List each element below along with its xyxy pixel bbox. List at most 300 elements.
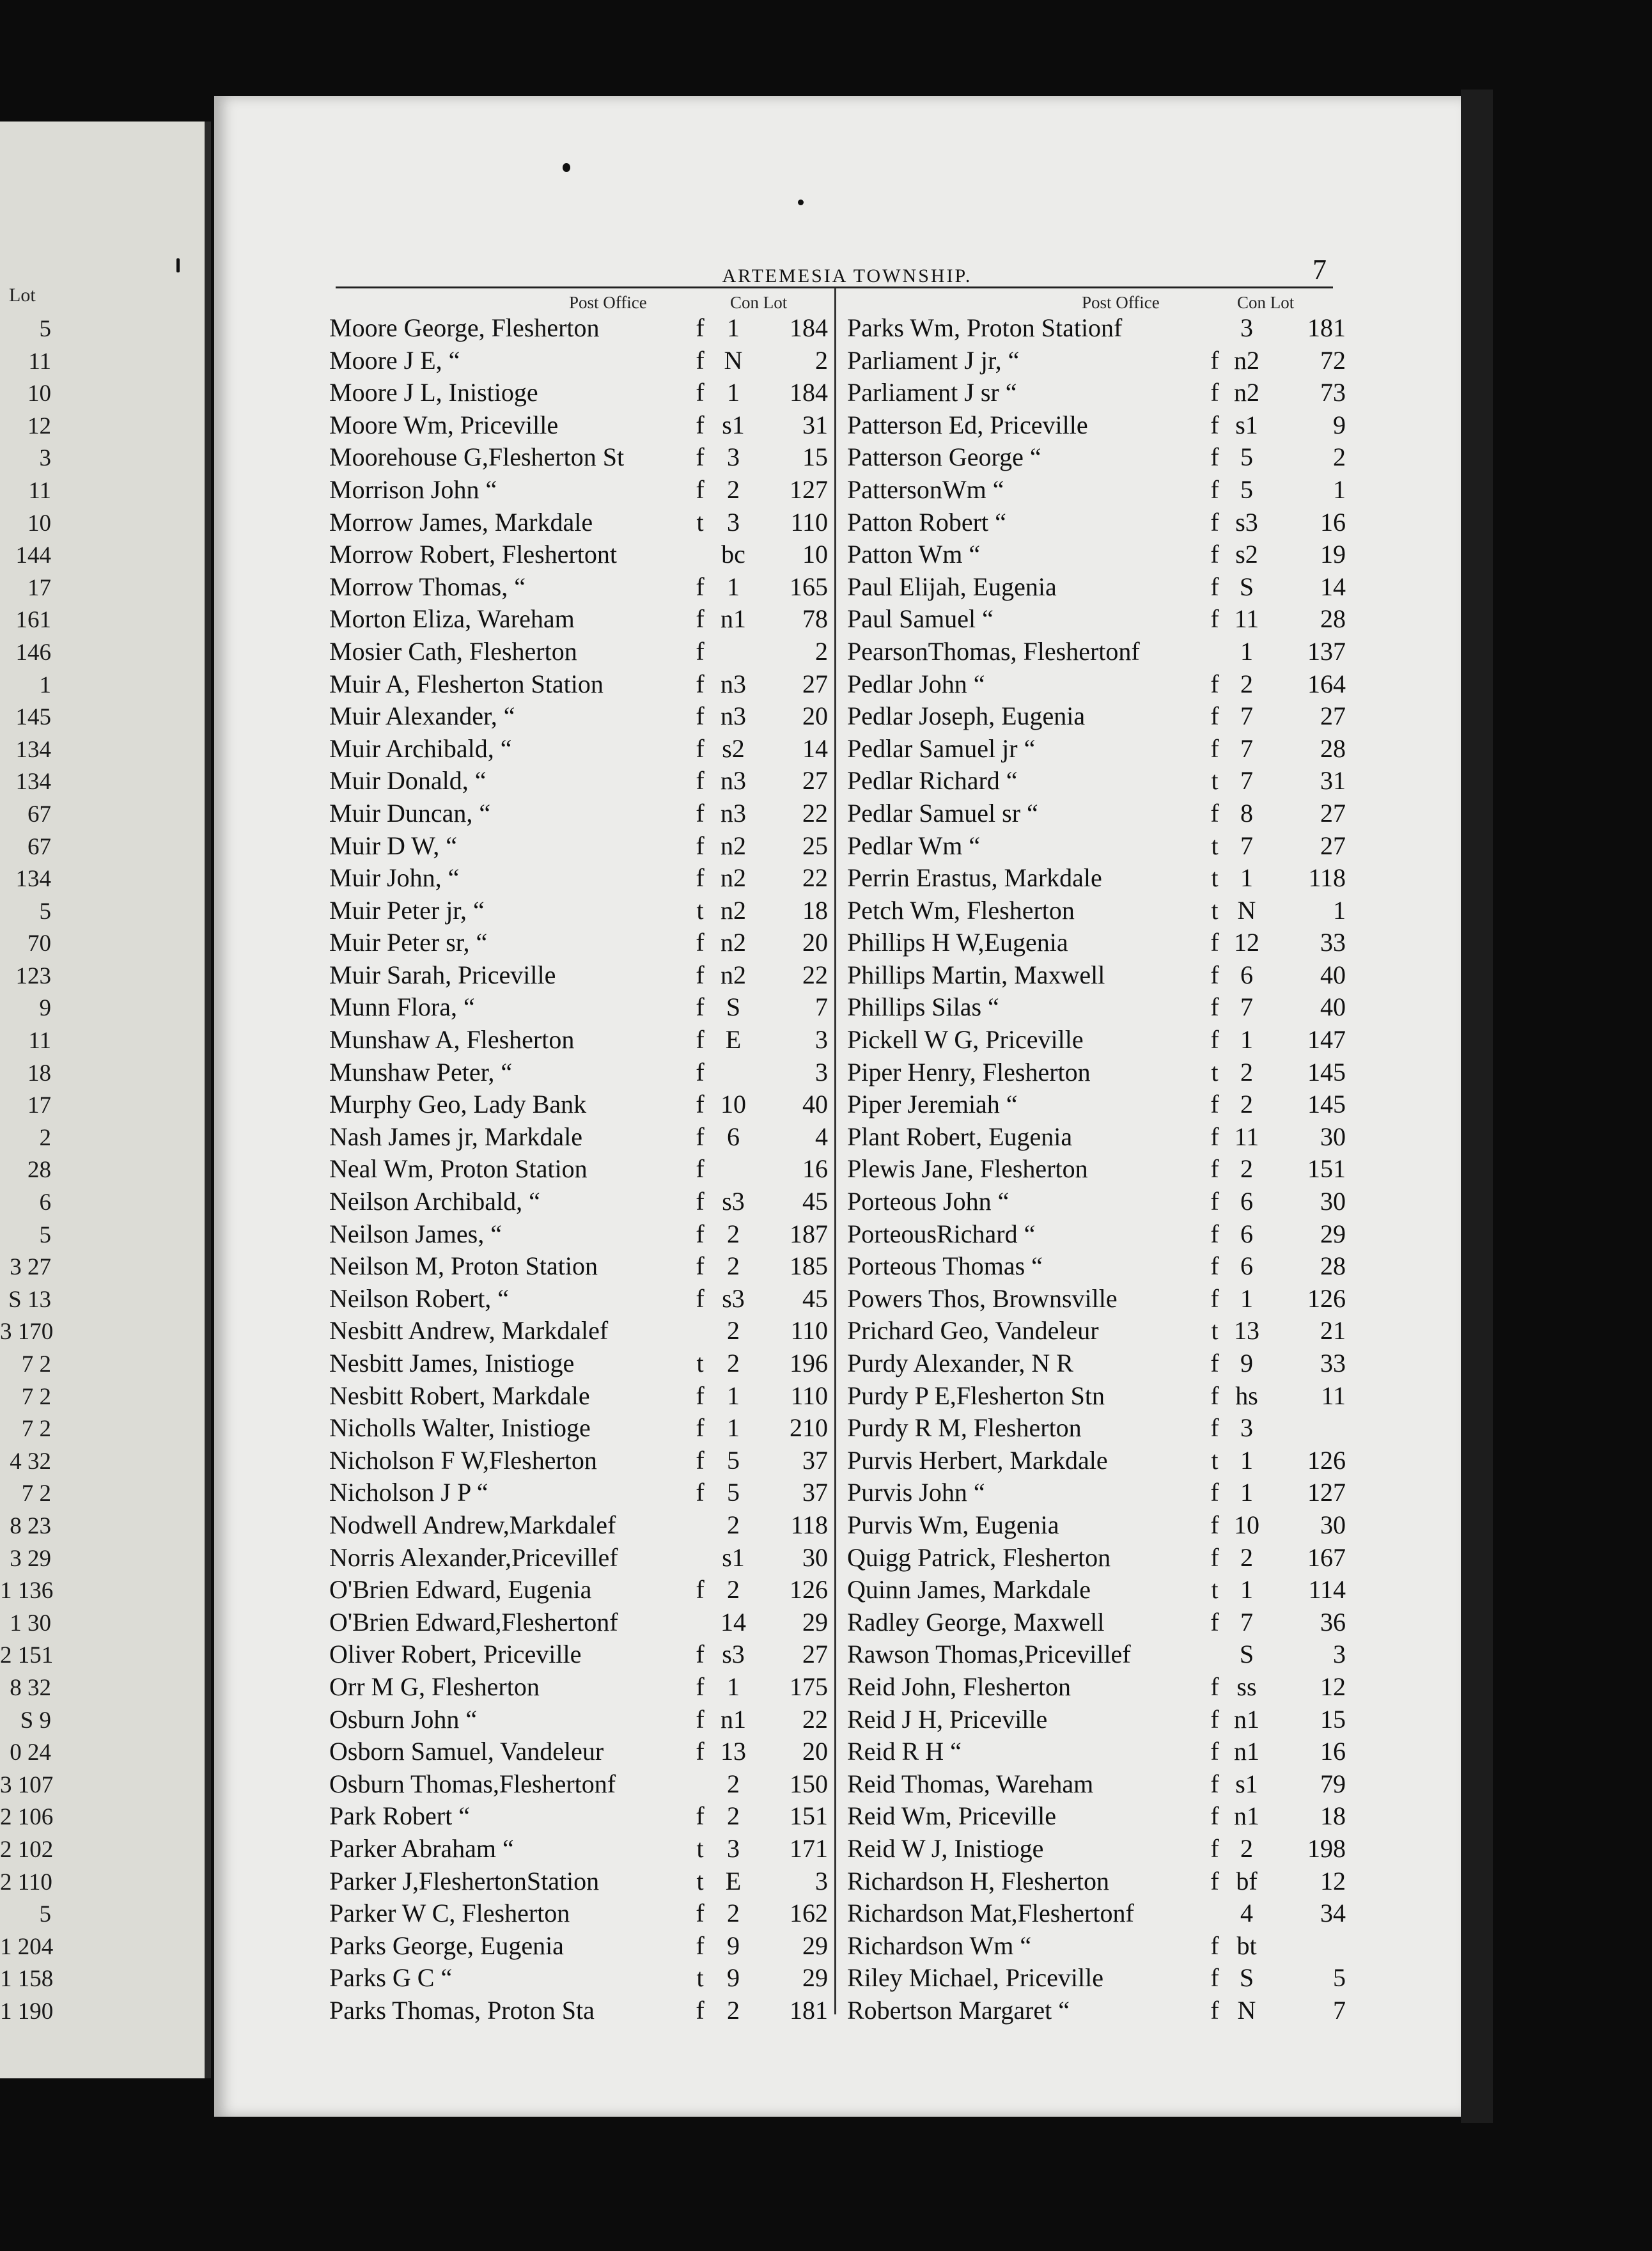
entry-type: f xyxy=(1210,1931,1219,1960)
entry-lot: 36 xyxy=(1320,1607,1346,1636)
entry-lot: 1 xyxy=(1333,475,1346,504)
directory-entry xyxy=(847,1800,1346,1833)
directory-entry xyxy=(847,700,1346,733)
directory-entry xyxy=(329,1833,828,1865)
entry-concession: 6 xyxy=(727,1122,740,1151)
entry-type: f xyxy=(696,1704,705,1734)
prev-page-lot: 17 xyxy=(27,574,51,601)
entry-concession: 5 xyxy=(1240,475,1253,504)
entry-name: Neilson Robert, “ xyxy=(329,1283,510,1313)
entry-name: Muir Peter sr, “ xyxy=(329,928,488,957)
entry-concession: 6 xyxy=(1240,960,1253,989)
entry-concession: 14 xyxy=(721,1607,746,1636)
entry-type: f xyxy=(696,1219,705,1248)
entry-name: Purvis John “ xyxy=(847,1478,985,1507)
entry-type: f xyxy=(696,928,705,957)
entry-type: f xyxy=(1210,1672,1219,1701)
entry-name: Parliament J sr “ xyxy=(847,378,1017,407)
entry-lot: 2 xyxy=(1333,443,1346,472)
directory-entry xyxy=(329,636,828,668)
entry-type: f xyxy=(696,1187,705,1216)
entry-lot: 73 xyxy=(1320,378,1346,407)
page-title: ARTEMESIA TOWNSHIP. xyxy=(722,265,972,286)
left-post-office-header: Post Office xyxy=(569,293,647,312)
entry-type: f xyxy=(1210,1963,1219,1993)
entry-concession: 2 xyxy=(727,1801,740,1831)
directory-entry xyxy=(847,1283,1346,1315)
prev-page-lot: 7 2 xyxy=(21,1351,51,1377)
entry-concession: 7 xyxy=(1240,702,1253,731)
entry-name: Richardson H, Flesherton xyxy=(847,1866,1109,1895)
entry-lot: 15 xyxy=(1320,1704,1346,1734)
entry-concession: 2 xyxy=(727,1349,740,1377)
prev-page-lot-column xyxy=(0,313,54,2028)
entry-lot: 127 xyxy=(1307,1478,1346,1507)
entry-type: f xyxy=(696,863,705,893)
entry-type: f xyxy=(696,1090,705,1119)
directory-entry xyxy=(329,603,828,636)
directory-entry xyxy=(329,1477,828,1509)
entry-lot: 40 xyxy=(1320,992,1346,1022)
entry-name: Purvis Wm, Eugenia xyxy=(847,1510,1059,1539)
entry-lot: 27 xyxy=(1320,702,1346,731)
entry-type: f xyxy=(696,572,705,601)
directory-entry xyxy=(847,1671,1346,1704)
entry-lot: 171 xyxy=(790,1833,828,1863)
entry-lot: 151 xyxy=(1307,1154,1346,1184)
directory-entry xyxy=(847,797,1346,830)
entry-concession: s3 xyxy=(722,1187,745,1216)
entry-type: t xyxy=(1211,895,1219,925)
entry-type: f xyxy=(696,1737,705,1766)
directory-entry xyxy=(329,1088,828,1121)
right-post-office-header: Post Office xyxy=(1082,293,1160,312)
prev-page-lot: 17 xyxy=(27,1092,51,1119)
directory-entry xyxy=(329,1283,828,1315)
entry-concession: 6 xyxy=(1240,1219,1253,1248)
entry-concession: n1 xyxy=(721,1704,746,1734)
entry-name: Muir Duncan, “ xyxy=(329,798,491,827)
directory-entry xyxy=(329,1638,828,1671)
entry-type: t xyxy=(1211,1445,1219,1475)
entry-lot: 37 xyxy=(802,1478,828,1507)
directory-entry xyxy=(329,1056,828,1089)
directory-entry xyxy=(329,765,828,797)
directory-entry xyxy=(847,1962,1346,1995)
entry-lot: 34 xyxy=(1320,1899,1346,1928)
entry-type: f xyxy=(696,1154,705,1184)
entry-type: f xyxy=(696,1025,705,1055)
entry-concession: 4 xyxy=(1240,1899,1253,1928)
entry-concession: 8 xyxy=(1240,798,1253,827)
entry-lot: 5 xyxy=(1333,1963,1346,1993)
entry-name: Reid Wm, Priceville xyxy=(847,1801,1056,1831)
entry-type: f xyxy=(696,636,705,666)
entry-lot: 151 xyxy=(790,1801,828,1831)
directory-entry xyxy=(847,1542,1346,1574)
prev-page-lot-header: Lot xyxy=(9,285,36,306)
directory-entry xyxy=(329,830,828,863)
entry-lot: 167 xyxy=(1307,1542,1346,1572)
entry-name: PattersonWm “ xyxy=(847,475,1004,504)
directory-entry xyxy=(329,927,828,959)
entry-type: f xyxy=(696,733,705,763)
entry-concession: 1 xyxy=(1240,1025,1253,1055)
directory-entry xyxy=(329,668,828,701)
entry-name: PorteousRichard “ xyxy=(847,1219,1036,1248)
entry-concession: s3 xyxy=(1235,507,1258,537)
entry-name: PearsonThomas, Fleshertonf xyxy=(847,636,1140,666)
prev-page-lot: S 13 xyxy=(8,1286,51,1313)
prev-page-lot: 67 xyxy=(27,801,51,827)
entry-type: t xyxy=(1211,766,1219,796)
directory-entry xyxy=(329,312,828,345)
prev-page-lot: 134 xyxy=(15,769,51,796)
entry-concession: 2 xyxy=(1240,1833,1253,1863)
entry-concession: n2 xyxy=(721,863,746,893)
entry-concession: 13 xyxy=(721,1737,746,1766)
prev-page-lot: 11 xyxy=(28,477,51,504)
entry-concession: 2 xyxy=(727,1995,740,2025)
directory-entry xyxy=(329,862,828,895)
entry-name: Nesbitt Robert, Markdale xyxy=(329,1381,590,1410)
entry-concession: 9 xyxy=(727,1963,740,1993)
entry-type: t xyxy=(1211,1316,1219,1345)
directory-entry xyxy=(847,1218,1346,1251)
entry-name: Purvis Herbert, Markdale xyxy=(847,1445,1108,1475)
prev-page-lot: 123 xyxy=(15,962,51,989)
directory-entry xyxy=(847,1121,1346,1154)
directory-entry xyxy=(329,797,828,830)
entry-concession: n2 xyxy=(1234,345,1259,375)
directory-entry xyxy=(847,1736,1346,1768)
prev-page-lot: 1 30 xyxy=(10,1610,51,1636)
prev-page-lot: 6 xyxy=(39,1189,51,1216)
prev-page-lot: 1 158 xyxy=(0,1966,54,1993)
entry-lot: 28 xyxy=(1320,733,1346,763)
entry-name: Nodwell Andrew,Markdalef xyxy=(329,1510,616,1539)
entry-name: Morrow Thomas, “ xyxy=(329,572,526,601)
entry-type: t xyxy=(696,1349,704,1377)
entry-concession: 11 xyxy=(1234,1122,1259,1151)
entry-concession: 1 xyxy=(1240,863,1253,893)
prev-page-lot: 3 29 xyxy=(10,1545,51,1572)
entry-concession: s1 xyxy=(1235,1769,1258,1798)
entry-concession: 2 xyxy=(727,475,740,504)
entry-concession: S xyxy=(1239,572,1254,601)
entry-name: Parker W C, Flesherton xyxy=(329,1899,570,1928)
entry-type: f xyxy=(696,378,705,407)
entry-concession: S xyxy=(1239,1640,1254,1669)
entry-name: Patterson Ed, Priceville xyxy=(847,410,1088,439)
entry-type: f xyxy=(696,1931,705,1960)
entry-lot: 40 xyxy=(1320,960,1346,989)
entry-type: f xyxy=(1210,1607,1219,1636)
entry-concession: 3 xyxy=(727,507,740,537)
entry-concession: 1 xyxy=(727,572,740,601)
entry-concession: 3 xyxy=(1240,313,1253,342)
entry-lot: 147 xyxy=(1307,1025,1346,1055)
entry-name: Pickell W G, Priceville xyxy=(847,1025,1084,1055)
entry-name: Parker Abraham “ xyxy=(329,1833,514,1863)
entry-type: t xyxy=(1211,863,1219,893)
directory-entry xyxy=(329,1800,828,1833)
directory-entry xyxy=(329,1347,828,1380)
entry-lot: 28 xyxy=(1320,1251,1346,1281)
entry-lot: 126 xyxy=(790,1575,828,1604)
directory-entry xyxy=(847,1865,1346,1898)
directory-entry xyxy=(847,636,1346,668)
entry-lot: 14 xyxy=(1320,572,1346,601)
entry-type: f xyxy=(696,1478,705,1507)
entry-concession: 5 xyxy=(727,1478,740,1507)
entry-name: Reid J H, Priceville xyxy=(847,1704,1048,1734)
directory-entry xyxy=(329,538,828,571)
entry-type: f xyxy=(1210,1187,1219,1216)
entry-concession: E xyxy=(725,1866,742,1895)
directory-entry xyxy=(847,668,1346,701)
entry-type: f xyxy=(1210,733,1219,763)
directory-entry xyxy=(847,312,1346,345)
entry-concession: 1 xyxy=(727,1381,740,1410)
directory-entry xyxy=(847,1930,1346,1963)
entry-concession: 7 xyxy=(1240,992,1253,1022)
entry-concession: n2 xyxy=(721,928,746,957)
prev-page-lot: 8 23 xyxy=(10,1512,51,1539)
entry-concession: 2 xyxy=(1240,1542,1253,1572)
entry-name: Norris Alexander,Pricevillef xyxy=(329,1542,618,1572)
entry-type: f xyxy=(1210,1154,1219,1184)
entry-concession: S xyxy=(1239,1963,1254,1993)
directory-entry xyxy=(847,1606,1346,1639)
prev-page-lot: 11 xyxy=(28,1028,51,1055)
entry-type: f xyxy=(1210,604,1219,634)
directory-entry xyxy=(847,571,1346,604)
directory-entry xyxy=(329,1574,828,1606)
entry-concession: n3 xyxy=(721,702,746,731)
entry-lot: 22 xyxy=(802,863,828,893)
entry-lot: 165 xyxy=(790,572,828,601)
column-divider xyxy=(834,288,836,2014)
entry-concession: hs xyxy=(1235,1381,1258,1410)
entry-name: Morton Eliza, Wareham xyxy=(329,604,575,634)
entry-type: f xyxy=(1210,572,1219,601)
entry-name: Nesbitt James, Inistioge xyxy=(329,1349,575,1377)
entry-lot: 126 xyxy=(1307,1445,1346,1475)
directory-entry xyxy=(329,506,828,539)
directory-entry xyxy=(329,1218,828,1251)
prev-page-lot: 70 xyxy=(27,930,51,957)
directory-entry xyxy=(329,895,828,927)
entry-concession: n2 xyxy=(721,831,746,860)
entry-type: f xyxy=(696,669,705,698)
entry-lot: 145 xyxy=(1307,1057,1346,1086)
entry-lot: 110 xyxy=(790,1316,828,1345)
entry-name: Neilson James, “ xyxy=(329,1219,502,1248)
entry-lot: 164 xyxy=(1307,669,1346,698)
entry-concession: 1 xyxy=(1240,1575,1253,1604)
entry-type: f xyxy=(696,1640,705,1669)
directory-entry xyxy=(847,377,1346,409)
entry-lot: 31 xyxy=(1320,766,1346,796)
directory-entry xyxy=(847,1153,1346,1186)
entry-lot: 145 xyxy=(1307,1090,1346,1119)
left-directory-column xyxy=(329,312,828,2027)
entry-type: f xyxy=(696,1995,705,2025)
directory-entry xyxy=(329,1736,828,1768)
directory-entry xyxy=(847,991,1346,1024)
entry-type: t xyxy=(696,1833,704,1863)
prev-page-lot: 145 xyxy=(15,704,51,731)
directory-entry xyxy=(847,1186,1346,1218)
prev-page-lot: 146 xyxy=(15,639,51,666)
entry-name: Purdy Alexander, N R xyxy=(847,1349,1073,1377)
entry-lot: 72 xyxy=(1320,345,1346,375)
entry-type: t xyxy=(1211,1057,1219,1086)
prev-page-lot: 1 136 xyxy=(0,1578,54,1604)
entry-concession: 11 xyxy=(1234,604,1259,634)
directory-entry xyxy=(329,733,828,765)
entry-name: Porteous John “ xyxy=(847,1187,1009,1216)
directory-entry xyxy=(329,1542,828,1574)
entry-name: Pedlar John “ xyxy=(847,669,985,698)
entry-concession: 7 xyxy=(1240,766,1253,796)
entry-lot: 4 xyxy=(815,1122,828,1151)
entry-type: f xyxy=(696,1899,705,1928)
entry-name: Osburn John “ xyxy=(329,1704,478,1734)
entry-lot: 33 xyxy=(1320,1349,1346,1377)
entry-concession: ss xyxy=(1236,1672,1257,1701)
entry-concession: 7 xyxy=(1240,831,1253,860)
directory-entry xyxy=(847,1445,1346,1477)
entry-name: Muir D W, “ xyxy=(329,831,457,860)
entry-type: f xyxy=(696,475,705,504)
entry-lot: 7 xyxy=(1333,1995,1346,2025)
entry-lot: 45 xyxy=(802,1187,828,1216)
directory-entry xyxy=(329,409,828,442)
entry-concession: 10 xyxy=(721,1090,746,1119)
entry-type: f xyxy=(696,1381,705,1410)
left-con-lot-header: Con Lot xyxy=(730,293,788,312)
entry-lot: 10 xyxy=(802,540,828,569)
entry-type: f xyxy=(1210,540,1219,569)
entry-lot: 2 xyxy=(815,636,828,666)
entry-lot: 196 xyxy=(790,1349,828,1377)
entry-concession: 1 xyxy=(1240,1283,1253,1313)
prev-page-lot: 5 xyxy=(39,898,51,925)
entry-concession: 1 xyxy=(1240,1478,1253,1507)
entry-lot: 30 xyxy=(1320,1187,1346,1216)
entry-name: Munshaw Peter, “ xyxy=(329,1057,513,1086)
entry-concession: 1 xyxy=(1240,636,1253,666)
prev-page-lot: 10 xyxy=(27,510,51,537)
entry-lot: 3 xyxy=(815,1025,828,1055)
entry-lot: 184 xyxy=(790,378,828,407)
entry-concession: N xyxy=(724,345,743,375)
entry-name: Plewis Jane, Flesherton xyxy=(847,1154,1088,1184)
entry-name: Moore George, Flesherton xyxy=(329,313,600,342)
directory-entry xyxy=(847,1897,1346,1930)
directory-entry xyxy=(847,1704,1346,1736)
entry-name: Phillips Martin, Maxwell xyxy=(847,960,1105,989)
entry-name: Morrow James, Markdale xyxy=(329,507,593,537)
directory-entry xyxy=(329,991,828,1024)
entry-type: f xyxy=(1210,1349,1219,1377)
entry-name: Radley George, Maxwell xyxy=(847,1607,1105,1636)
entry-concession: 2 xyxy=(727,1575,740,1604)
entry-concession: 2 xyxy=(727,1510,740,1539)
entry-name: Moorehouse G,Flesherton St xyxy=(329,443,625,472)
directory-entry xyxy=(329,1024,828,1056)
entry-type: t xyxy=(696,1963,704,1993)
entry-name: Prichard Geo, Vandeleur xyxy=(847,1316,1099,1345)
entry-lot: 126 xyxy=(1307,1283,1346,1313)
entry-type: f xyxy=(1210,378,1219,407)
entry-lot: 7 xyxy=(815,992,828,1022)
entry-lot: 127 xyxy=(790,475,828,504)
entry-concession: 6 xyxy=(1240,1251,1253,1281)
entry-name: Reid R H “ xyxy=(847,1737,962,1766)
entry-concession: 2 xyxy=(1240,1057,1253,1086)
entry-name: Pedlar Richard “ xyxy=(847,766,1018,796)
entry-concession: S xyxy=(726,992,741,1022)
entry-lot: 18 xyxy=(1320,1801,1346,1831)
entry-lot: 22 xyxy=(802,1704,828,1734)
entry-type: f xyxy=(696,410,705,439)
entry-type: f xyxy=(1210,702,1219,731)
entry-type: f xyxy=(1210,1801,1219,1831)
entry-lot: 187 xyxy=(790,1219,828,1248)
entry-type: t xyxy=(696,895,704,925)
prev-page-lot: 2 110 xyxy=(0,1869,52,1895)
entry-name: Moore Wm, Priceville xyxy=(329,410,559,439)
entry-name: Nesbitt Andrew, Markdalef xyxy=(329,1316,609,1345)
directory-entry xyxy=(329,1962,828,1995)
entry-lot: 118 xyxy=(1308,863,1346,893)
entry-lot: 12 xyxy=(1320,1672,1346,1701)
entry-name: Reid John, Flesherton xyxy=(847,1672,1071,1701)
entry-lot: 210 xyxy=(790,1413,828,1443)
entry-concession: s3 xyxy=(722,1640,745,1669)
entry-name: Moore J L, Inistioge xyxy=(329,378,538,407)
entry-lot: 15 xyxy=(802,443,828,472)
directory-entry xyxy=(329,1671,828,1704)
prev-page-lot: 1 204 xyxy=(0,1933,54,1960)
directory-entry xyxy=(329,377,828,409)
entry-name: Plant Robert, Eugenia xyxy=(847,1122,1073,1151)
entry-concession: 2 xyxy=(1240,1090,1253,1119)
entry-concession: n2 xyxy=(721,895,746,925)
directory-entry xyxy=(847,830,1346,863)
entry-name: Pedlar Samuel sr “ xyxy=(847,798,1038,827)
entry-concession: n2 xyxy=(721,960,746,989)
entry-name: O'Brien Edward,Fleshertonf xyxy=(329,1607,618,1636)
entry-type: f xyxy=(1210,1769,1219,1798)
directory-entry xyxy=(329,1153,828,1186)
directory-entry xyxy=(847,1380,1346,1413)
directory-entry xyxy=(847,733,1346,765)
directory-entry xyxy=(847,1768,1346,1801)
entry-concession: n1 xyxy=(721,604,746,634)
entry-lot: 22 xyxy=(802,798,828,827)
entry-name: Osborn Samuel, Vandeleur xyxy=(329,1737,604,1766)
page-header xyxy=(336,254,1333,288)
entry-concession: s3 xyxy=(722,1283,745,1313)
entry-name: Muir Peter jr, “ xyxy=(329,895,485,925)
entry-name: Osburn Thomas,Fleshertonf xyxy=(329,1769,616,1798)
entry-name: Piper Jeremiah “ xyxy=(847,1090,1018,1119)
entry-name: Phillips H W,Eugenia xyxy=(847,928,1068,957)
